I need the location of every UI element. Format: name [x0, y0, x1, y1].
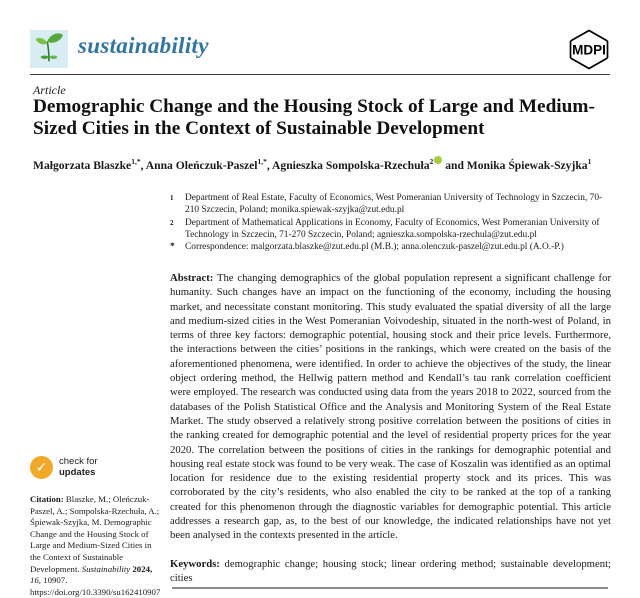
citation-label: Citation: [30, 494, 64, 504]
check-circle-icon: ✓ [30, 456, 53, 479]
keywords-text: demographic change; housing stock; linear ordering method; sustainable development; cities [170, 558, 612, 585]
abstract-paragraph [170, 271, 611, 543]
author-name: Monika Śpiewak-Szyjka$^1$ [466, 157, 592, 172]
header-divider [30, 74, 610, 75]
citation-year: 2024, [132, 563, 153, 574]
seedling-icon [32, 30, 66, 69]
abstract-label: Abstract: [170, 272, 214, 284]
section-divider [172, 587, 608, 589]
mdpi-logo-text: MDPI [572, 42, 606, 58]
mdpi-hexagon-logo [566, 29, 612, 76]
citation-pages: 10907. [43, 575, 68, 586]
citation-volume: 16, [30, 575, 41, 586]
article-type-label: Article [33, 83, 66, 97]
affiliation-item [170, 192, 611, 217]
author-separator: , [266, 158, 273, 172]
authors-line [33, 156, 611, 172]
author-name: Anna Oleńczuk-Paszel$^{1,*}$, [145, 157, 273, 172]
author-name: Agnieszka Sompolska-Rzechuła$^2$ and [272, 157, 467, 172]
affiliation-text: Department of Mathematical Applications in Economy, Faculty of Economics, West Pomeranian University of Technology in Szczecin, 71-270 Szczecin, Poland; agnieszka.sompolska-rzechula@zut.edu.pl [185, 217, 600, 240]
journal-name: sustainability [78, 33, 209, 58]
author-affiliation-marker: 1 [587, 157, 592, 166]
affiliation-item [170, 217, 611, 242]
correspondence-item [170, 241, 611, 253]
keywords-paragraph [170, 557, 611, 586]
citation-doi-link[interactable]: https://doi.org/10.3390/su162410907 [30, 586, 161, 597]
author-affiliation-marker: 1,* [257, 157, 267, 166]
check-for-updates-badge[interactable] [30, 456, 140, 479]
badge-line2: updates [59, 466, 96, 478]
page-title: Demographic Change and the Housing Stock of Large and Medium-Sized Cities in the Context of Sustainable Development [33, 96, 595, 139]
author-separator: , [140, 158, 146, 172]
citation-journal: Sustainability [81, 563, 131, 574]
keywords-label: Keywords: [170, 558, 220, 570]
correspondence-text[interactable]: Correspondence: malgorzata.blaszke@zut.edu.pl (M.B.); anna.olenczuk-paszel@zut.edu.pl (A.O.-P.) [185, 242, 564, 253]
affiliations-block [170, 192, 611, 253]
affiliation-marker: 2 [170, 218, 174, 227]
author-separator: and [442, 158, 467, 172]
author-affiliation-marker: 1,* [131, 157, 141, 166]
correspondence-marker: * [170, 242, 175, 253]
author-affiliation-marker: 2 [429, 157, 434, 166]
badge-line1: check for [59, 456, 98, 467]
journal-logo-box [30, 30, 68, 68]
affiliation-marker: 1 [170, 194, 174, 202]
author-name: Małgorzata Blaszke$^{1,*}$, [33, 157, 146, 172]
affiliation-text: Department of Real Estate, Faculty of Economics, West Pomeranian University of Technology in Szczecin, 70-210 Szczecin, Poland; monika.spiewak-szyjka@zut.edu.pl [185, 193, 603, 216]
citation-block [30, 494, 164, 598]
citation-body: Blaszke, M.; Oleńczuk-Paszel, A.; Sompolska-Rzechuła, A.; Śpiewak-Szyjka, M. Demographic Change and the Housing Stock of Large and Medium-Sized Cities in the Context of Sustainable Development. [30, 494, 160, 574]
abstract-text: The changing demographics of the global population represent a significant challenge for humanity. Such changes have an impact on the functioning of the economy, including the housing market, and necessitate constant monitoring. This study evaluated the spatial diversity of all the large and medium-sized cities in the West Pomeranian Voivodeship, situated in the north-west of Poland, in terms of three key factors: demographic potential, housing stock and their price levels. Furthermore, the interactions between the cities’ positions in the rankings, which were created on the basis of the aforementioned phenomena, were identified. In order to achieve the objectives of the study, the linear object ordering method, the Hellwig pattern method and Kendall’s tau rank correlation coefficient were employed. The research was conducted using data from the years 2018 to 2022, sourced from the databases of the Polish Statistical Office and the Analysis and Monitoring System of the Real Estate Market. The study observed a relatively strong positive correlation between the positions of cities in the ranking created for demographic potential and the level of residential property prices for the year 2020. The correlation between the positions of cities in the rankings for demographic potential and housing real estate stock was found to be very weak. The case of Koszalin was identified as an optimal location for residence due to the existing residential property stock and its prices. This was corroborated by the city’s residents, who also enabled the city to be ranked at the top of a ranking created for this phenomenon through the diagnostic variables for demographic potential. This article addresses a research gap, as, to the best of our knowledge, the indicated relationships have not yet been analysed in the contexts presented in the article. [170, 272, 612, 542]
check-for-updates-label [59, 457, 98, 478]
